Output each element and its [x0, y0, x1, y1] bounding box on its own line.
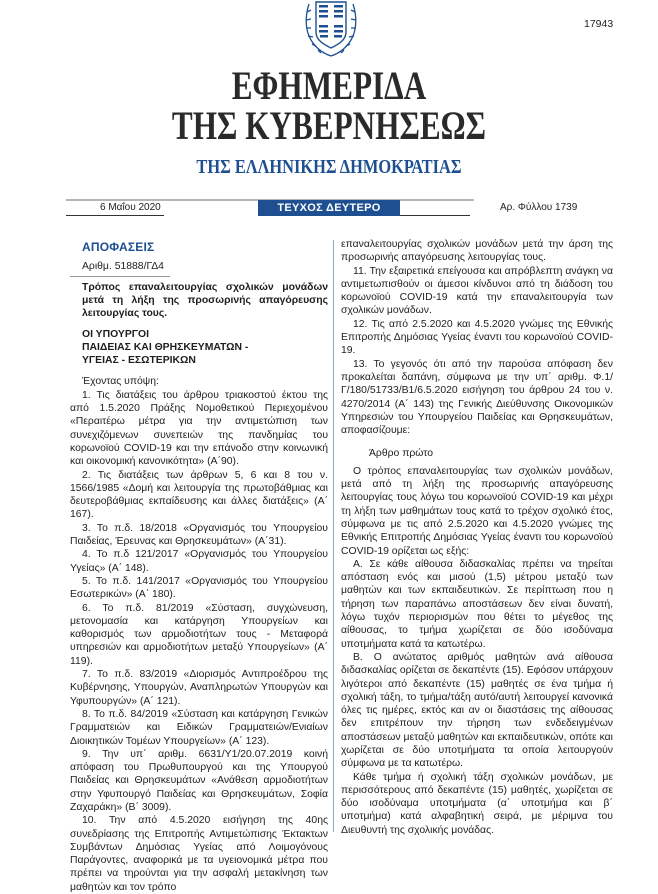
masthead-title-line1: ΕΦΗΜΕΡΙΔΑ [231, 63, 427, 108]
right-column [341, 238, 613, 837]
ministers-block [82, 328, 328, 367]
masthead-subtitle: ΤΗΣ ΕΛΛΗΝΙΚΗΣ ΔΗΜΟΚΡΑΤΙΑΣ [196, 156, 462, 178]
recital-paragraph: 5. Το π.δ. 141/2017 «Οργανισμός του Υπουργείου Εσωτερικών» (Α΄ 180). [70, 575, 328, 601]
ministers-line: ΥΓΕΙΑΣ - ΕΣΩΤΕΡΙΚΩΝ [82, 355, 196, 367]
article-paragraph: Κάθε τμήμα ή σχολική τάξη σχολικών μονάδων, με περισσότερους από δεκαπέντε (15) μαθητές, χωρίζεται σε δύο ισοδύναμα υποτμήματα (α΄ υποτμήμα και β΄ υποτμήμα) κατά αλφαβητική σειρά, με μέριμνα του Διευθυντή της σχολικής μονάδας. [341, 771, 613, 836]
issue-type-badge: ΤΕΥΧΟΣ ΔΕΥΤΕΡΟ [258, 200, 400, 216]
article-paragraph: Β. Ο ανώτατος αριθμός μαθητών ανά αίθουσα διδασκαλίας ορίζεται σε δεκαπέντε (15). Εφόσον υπάρχουν λιγότεροι από δεκαπέντε (15) μαθητές σε ένα τμήμα ή σχολική τάξη, το τμήμα/τάξη αυτό/αυτή λειτουργεί κανονικά όλες τις ημέρες, εκτός και αν οι διαστάσεις της αίθουσας δεν επιτρέπουν την τήρηση των ενδεδειγμένων αποστάσεων μεταξύ μαθητών και εκπαιδευτικών, οπότε και χωρίζεται σε δύο υποτμήματα τα οποία λειτουργούν σύμφωνα με τα κατωτέρω. [341, 651, 613, 770]
article-paragraph: Α. Σε κάθε αίθουσα διδασκαλίας πρέπει να τηρείται απόσταση ενός και μισού (1,5) μέτρου μεταξύ των μαθητών και των εκπαιδευτικών. Σε περίπτωση που η τήρηση των παραπάνω αποστάσεων δεν είναι δυνατή, λόγω τυχόν περιορισμών που θέτει το μέγεθος της αίθουσας, το τμήμα χωρίζεται σε δύο ισοδύναμα υποτμήματα κατά τα κατωτέρω. [341, 558, 613, 650]
recital-paragraph: 7. Το π.δ. 83/2019 «Διορισμός Αντιπροέδρου της Κυβέρνησης, Υπουργών, Αναπληρωτών Υπουργών και Υφυπουργών» (Α΄ 121). [70, 669, 328, 707]
decision-number-rule [70, 276, 170, 277]
recital-paragraph: 8. Το π.δ. 84/2019 «Σύσταση και κατάργηση Γενικών Γραμματειών και Ειδικών Γραμματειών/Ενιαίων Διοικητικών Τομέων Υπουργείων» (Α΄ 123). [70, 708, 328, 747]
recital-paragraph: 10. Την από 4.5.2020 εισήγηση της 40ης συνεδρίασης της Επιτροπής Αντιμετώπισης Έκτακτων Συμβάντων Δημόσιας Υγείας από Λοιμογόνους Παράγοντες, αναφορικά με τα υγειονομικά μέτρα που πρέπει να τηρούνται για την ασφαλή μετακίνηση των μαθητών και τον τρόπο [70, 815, 328, 893]
decision-number: Αριθμ. 51888/ΓΔ4 [82, 261, 164, 273]
recital-paragraph: 9. Την υπ΄ αριθμ. 6631/Υ1/20.07.2019 κοινή απόφαση του Πρωθυπουργού και της Υπουργού Παιδείας και Θρησκευμάτων «Ανάθεση αρμοδιοτήτων στην Υφυπουργό Παιδείας και Θρησκευμάτων, Σοφία Ζαχαράκη» (Β΄ 3009). [70, 748, 328, 813]
page-number: 17943 [584, 18, 614, 30]
ministers-line: ΟΙ ΥΠΟΥΡΓΟΙ [82, 329, 149, 341]
considering-intro: Έχοντας υπόψη: [82, 376, 159, 388]
ministers-line: ΠΑΙΔΕΙΑΣ ΚΑΙ ΘΡΗΣΚΕΥΜΑΤΩΝ - [82, 342, 249, 354]
issue-date: 6 Μαΐου 2020 [100, 202, 161, 213]
column-divider [333, 240, 334, 832]
recital-paragraph: 11. Την εξαιρετικά επείγουσα και απρόβλεπτη ανάγκη να αντιμετωπισθούν οι άμεσοι κίνδυνοι από τη διάδοση του κορωνοϊού COVID-19 κατά την επαναλειτουργία των σχολικών μονάδων. [341, 265, 613, 317]
article-heading: Άρθρο πρώτο [369, 448, 433, 460]
recital-paragraph: 3. Το π.δ. 18/2018 «Οργανισμός του Υπουργείου Παιδείας, Έρευνας και Θρησκευμάτων» (Α΄31). [70, 522, 328, 548]
recital-paragraph: 12. Τις από 2.5.2020 και 4.5.2020 γνώμες της Εθνικής Επιτροπής Δημόσιας Υγείας έναντι του κορωνοϊού COVID-19. [341, 318, 613, 357]
recital-paragraph: 4. Το π.δ 121/2017 «Οργανισμός του Υπουργείου Υγείας» (Α΄ 148). [70, 549, 328, 574]
recital-paragraph: 2. Τις διατάξεις των άρθρων 5, 6 και 8 του ν. 1566/1985 «Δομή και λειτουργία της πρωτοβάθμιας και δευτεροβάθμιας εκπαίδευσης και άλλες διατάξεις» (Α΄ 167). [70, 469, 328, 521]
left-column [70, 241, 328, 894]
recital-paragraph: 6. Το π.δ. 81/2019 «Σύσταση, συγχώνευση, μετονομασία και κατάργηση Υπουργείων και καθορισμός των αρμοδιοτήτων τους - Μεταφορά υπηρεσιών και αρμοδιοτήτων μεταξύ Υπουργείων» (Α΄ 119). [70, 602, 328, 667]
recital-paragraph: 1. Τις διατάξεις του άρθρου τριακοστού έκτου της από 1.5.2020 Πράξης Νομοθετικού Περιεχομένου «Περαιτέρω μέτρα για την αντιμετώπιση των συνεχιζόμενων συνεπειών της πανδημίας του κορωνοϊού COVID-19 και την επάνοδο στην κοινωνική και οικονομική κανονικότητα» (Α΄90). [70, 389, 328, 468]
article-paragraph: Ο τρόπος επαναλειτουργίας των σχολικών μονάδων, μετά από τη λήξη της προσωρινής απαγόρευσης λειτουργίας τους λόγω του κορωνοϊού COVID-19 και μέχρι τη λήξη των μαθημάτων τους κατά το τρέχον σχολικό έτος, σύμφωνα με τις από 2.5.2020 και 4.5.2020 γνώμες της Εθνικής Επιτροπής Δημόσιας Υγείας έναντι του κορωνοϊού COVID-19 ορίζεται ως εξής: [341, 465, 613, 557]
recital-paragraph: 13. Το γεγονός ότι από την παρούσα απόφαση δεν προκαλείται δαπάνη, σύμφωνα με την υπ΄ αριθμ. Φ.1/Γ/180/51733/Β1/6.5.2020 εισήγηση του άρθρου 24 του ν. 4270/2014 (Α΄ 143) της Γενικής Διεύθυνσης Οικονομικών Υπηρεσιών του Υπουργείου Παιδείας και Θρησκευμάτων, αποφασίζουμε: [341, 358, 613, 437]
greek-coat-of-arms-icon [301, 0, 361, 60]
section-heading: ΑΠΟΦΑΣΕΙΣ [82, 240, 155, 254]
decision-title: Τρόπος επαναλειτουργίας σχολικών μονάδων μετά τη λήξη της προσωρινής απαγόρευσης λειτουργίας τους. [82, 281, 328, 320]
continued-paragraph: επαναλειτουργίας σχολικών μονάδων μετά την άρση της προσωρινής απαγόρευσης λειτουργίας τους. [341, 239, 613, 264]
sheet-number: Αρ. Φύλλου 1739 [500, 202, 578, 213]
header-rule-bottom-left [66, 215, 164, 216]
masthead-title-line2: ΤΗΣ ΚΥΒΕΡΝΗΣΕΩΣ [171, 103, 487, 148]
